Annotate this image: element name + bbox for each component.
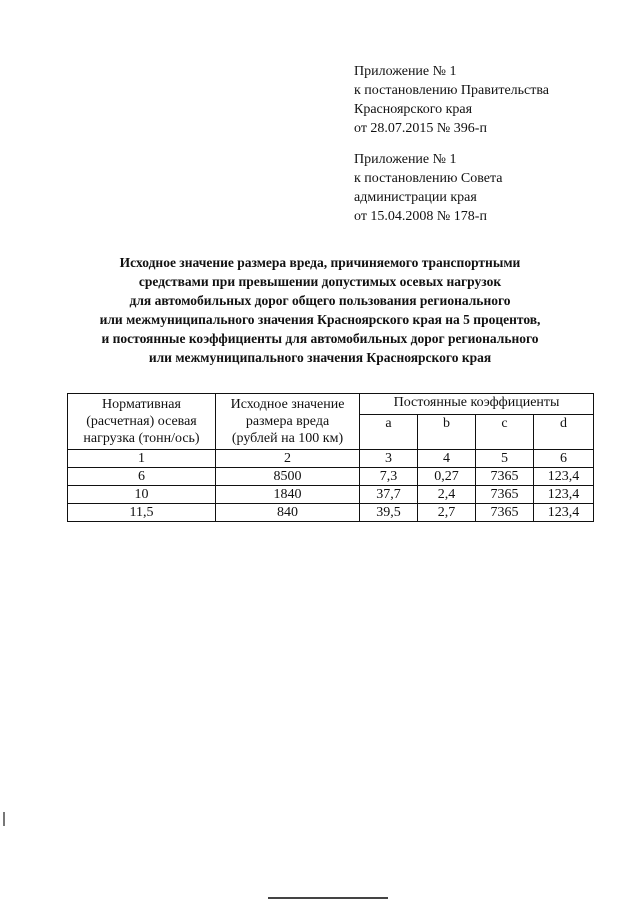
- appendix-1-line-1: Приложение № 1: [354, 64, 457, 79]
- cell-damage-value: 1840: [216, 486, 360, 504]
- appendix-block-2: [354, 150, 503, 226]
- column-number: 1: [68, 450, 216, 468]
- appendix-1-line-4: от 28.07.2015 № 396-п: [354, 121, 487, 136]
- cell-coef-a: 37,7: [360, 486, 418, 504]
- header-coef-d: d: [534, 415, 594, 450]
- cell-damage-value: 8500: [216, 468, 360, 486]
- cell-coef-b: 2,4: [418, 486, 476, 504]
- cell-axle-load: 11,5: [68, 504, 216, 522]
- cell-coef-a: 7,3: [360, 468, 418, 486]
- document-title: [40, 253, 600, 367]
- header-line: (расчетная) осевая: [86, 414, 197, 429]
- appendix-1-line-2: к постановлению Правительства: [354, 83, 550, 98]
- cell-coef-c: 7365: [476, 486, 534, 504]
- cell-damage-value: 840: [216, 504, 360, 522]
- cell-coef-c: 7365: [476, 468, 534, 486]
- column-number: 5: [476, 450, 534, 468]
- title-line: или межмуниципального значения Красноярского края: [148, 350, 492, 365]
- cell-coef-d: 123,4: [534, 468, 594, 486]
- damage-coefficients-table: [67, 393, 594, 522]
- header-coef-b: b: [418, 415, 476, 450]
- cell-coef-c: 7365: [476, 504, 534, 522]
- appendix-2-line-1: Приложение № 1: [354, 152, 457, 167]
- appendix-2-line-3: администрации края: [354, 190, 477, 205]
- header-coef-a: a: [360, 415, 418, 450]
- column-number: 2: [216, 450, 360, 468]
- cell-coef-d: 123,4: [534, 486, 594, 504]
- title-line: и постоянные коэффициенты для автомобильных дорог регионального: [101, 331, 539, 346]
- title-line: средствами при превышении допустимых осевых нагрузок: [138, 274, 502, 289]
- appendix-1-line-3: Красноярского края: [354, 102, 473, 117]
- table-numbering-row: [68, 450, 594, 468]
- table-row: [68, 468, 594, 486]
- cell-coef-b: 2,7: [418, 504, 476, 522]
- title-line: для автомобильных дорог общего пользования регионального: [129, 293, 511, 308]
- title-line: или межмуниципального значения Красноярского края на 5 процентов,: [99, 312, 541, 327]
- header-damage-value: [216, 394, 360, 450]
- cell-axle-load: 6: [68, 468, 216, 486]
- scan-artifact-bottom: [268, 897, 388, 899]
- table-row: [68, 504, 594, 522]
- header-axle-load: [68, 394, 216, 450]
- header-line: размера вреда: [245, 414, 330, 429]
- appendix-2-line-4: от 15.04.2008 № 178-п: [354, 209, 487, 224]
- cell-coef-a: 39,5: [360, 504, 418, 522]
- cell-axle-load: 10: [68, 486, 216, 504]
- column-number: 4: [418, 450, 476, 468]
- cell-coef-d: 123,4: [534, 504, 594, 522]
- header-line: нагрузка (тонн/ось): [83, 431, 200, 446]
- cell-coef-b: 0,27: [418, 468, 476, 486]
- scan-artifact-left: [3, 812, 5, 826]
- header-line: Исходное значение: [230, 397, 345, 412]
- column-number: 6: [534, 450, 594, 468]
- title-line: Исходное значение размера вреда, причиняемого транспортными: [119, 255, 521, 270]
- header-constant-coefficients: Постоянные коэффициенты: [360, 394, 594, 415]
- header-line: (рублей на 100 км): [231, 431, 344, 446]
- table-header-row: [68, 394, 594, 415]
- appendix-block-1: [354, 62, 549, 138]
- table-row: [68, 486, 594, 504]
- appendix-2-line-2: к постановлению Совета: [354, 171, 503, 186]
- header-coef-c: c: [476, 415, 534, 450]
- column-number: 3: [360, 450, 418, 468]
- header-line: Нормативная: [102, 397, 181, 412]
